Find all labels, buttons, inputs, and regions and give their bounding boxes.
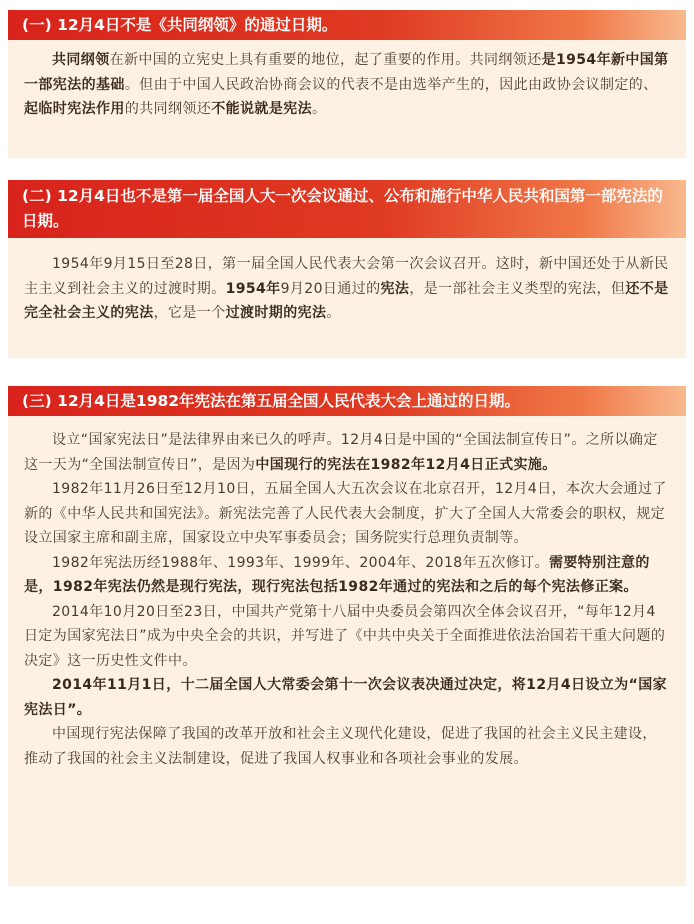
emphasis-text: 共同纲领 — [52, 52, 110, 68]
section-1-body — [8, 40, 686, 158]
emphasis-text: 1954年 — [225, 280, 281, 297]
body-text: 中国现行宪法保障了我国的改革开放和社会主义现代化建设，促进了我国的社会主义民主建设，推动了我国的社会主义法制建设，促进了我国人权事业和各项社会事业的发展。 — [24, 726, 657, 767]
body-text: 1982年11月26日至12月10日，五届全国人大五次会议在北京召开，12月4日，本次大会通过了新的《中华人民共和国宪法》。新宪法完善了人民代表大会制度，扩大了全国人大常委会的职权，规定设立国家主席和副主席，国家设立中央军事委员会；国务院实行总理负责制等。 — [24, 481, 667, 546]
body-text: ，是一部社会主义类型的宪法，但 — [409, 280, 626, 297]
body-text: 2014年10月20日至23日，中国共产党第十八届中央委员会第四次全体会议召开，“每年12月4日定为国家宪法日”成为中央全会的共识，并写进了《中共中央关于全面推进依法治国若干重大问题的决定》这一历史性文件中。 — [24, 603, 666, 669]
emphasis-text: 过渡时期的宪法 — [225, 305, 327, 321]
body-text: 1954年9月15日至28日，第一届全国人民代表大会第一次会议召开。这时，新中国还处于从新民主主义到社会主义的过渡时期。 — [24, 256, 669, 297]
body-text: 的共同纲领还 — [124, 101, 212, 117]
body-text: 在新中国的立宪史上具有重要的地位，起了重要的作用。共同纲领还 — [109, 52, 542, 68]
emphasis-text: 宪法 — [380, 280, 410, 297]
body-text: ，它是一个 — [153, 305, 226, 321]
section-3-paragraph — [24, 551, 670, 600]
body-text: 9月20日通过的 — [280, 280, 381, 297]
section-2-paragraph — [24, 252, 670, 326]
body-text: 。 — [326, 305, 341, 321]
section-1-header — [8, 10, 686, 40]
emphasis-text: 起临时宪法作用 — [24, 101, 125, 117]
emphasis-text: 还不是完全社会主义的宪法 — [24, 280, 669, 321]
section-2-title: (二) 12月4日也不是第一届全国人大一次会议通过、公布和施行中华人民共和国第一部宪法的日期。 — [22, 187, 663, 230]
body-text: 。但由于中国人民政治协商会议的代表不是由选举产生的，因此由政协会议制定的、 — [124, 76, 658, 93]
emphasis-text: 中国现行的宪法在1982年12月4日正式实施。 — [255, 456, 557, 473]
emphasis-text: 需要特别注意的是，1982年宪法仍然是现行宪法，现行宪法包括1982年通过的宪法和之后的每个宪法修正案。 — [24, 554, 650, 595]
section-3-paragraph — [24, 428, 670, 477]
section-3-paragraph — [24, 673, 670, 722]
section-3-paragraph — [24, 722, 670, 771]
section-3-paragraph — [24, 477, 670, 551]
section-2-body — [8, 238, 686, 358]
section-3-title: (三) 12月4日是1982年宪法在第五届全国人民代表大会上通过的日期。 — [22, 391, 521, 410]
emphasis-text: 不能说就是宪法 — [211, 101, 313, 117]
body-text: 1982年宪法历经1988年、1993年、1999年、2004年、2018年五次修订。 — [52, 554, 549, 571]
section-3-header — [8, 386, 686, 416]
section-1-title: (一) 12月4日不是《共同纲领》的通过日期。 — [22, 15, 338, 34]
body-text: 。 — [312, 101, 327, 117]
section-1-paragraph — [24, 48, 670, 122]
emphasis-text: 2014年11月1日，十二届全国人大常委会第十一次会议表决通过决定，将12月4日设立为“国家宪法日”。 — [24, 677, 668, 718]
emphasis-text: 是1954年新中国第一部宪法的基础 — [24, 52, 669, 93]
section-3-paragraph — [24, 600, 670, 674]
body-text: 设立“国家宪法日”是法律界由来已久的呼声。12月4日是中国的“全国法制宣传日”。之所以确定这一天为“全国法制宣传日”，是因为 — [24, 432, 658, 473]
section-3-body — [8, 416, 686, 886]
section-2-header — [8, 180, 686, 238]
